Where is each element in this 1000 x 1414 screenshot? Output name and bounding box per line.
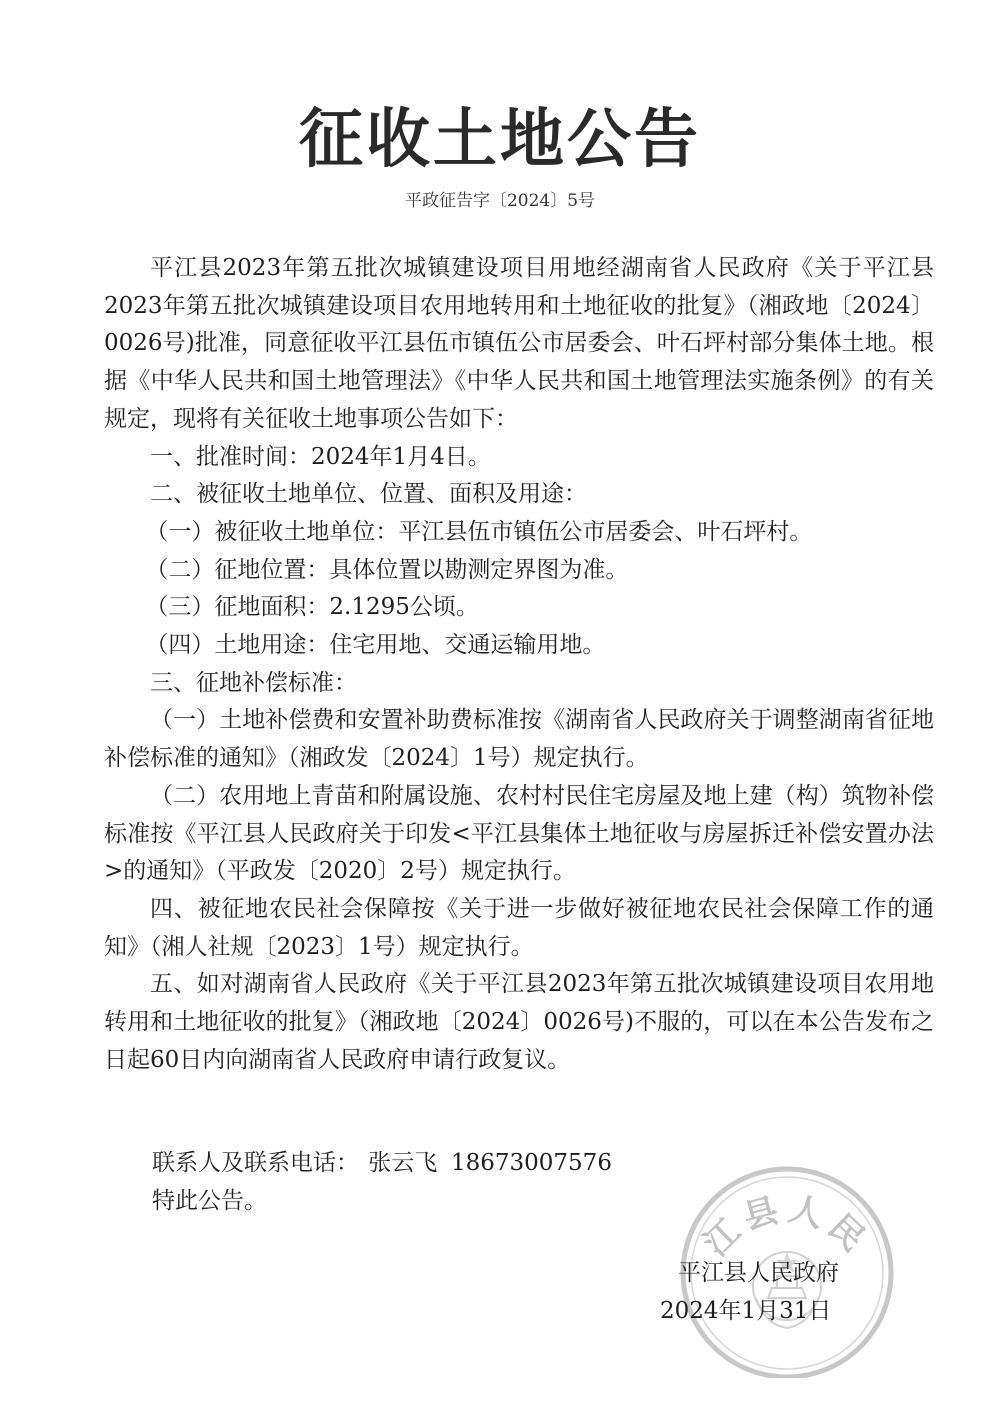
land-info-use: （四）土地用途：住宅用地、交通运输用地。	[145, 632, 606, 659]
compensation-item-1: （一）土地补偿费和安置补助费标准按《湖南省人民政府关于调整湖南省征地补偿标准的通知》（湘政发〔2024〕1号）规定执行。	[104, 707, 934, 772]
land-info-location: （二）征地位置：具体位置以勘测定界图为准。	[145, 556, 629, 583]
land-info-unit: （一）被征收土地单位：平江县伍市镇伍公市居委会、叶石坪村。	[145, 518, 813, 545]
closing-text: 特此公告。	[152, 1187, 267, 1214]
contact-name: 张云飞	[368, 1150, 438, 1176]
contact-phone: 18673007576	[450, 1150, 612, 1176]
document-title: 征收土地公告	[299, 103, 701, 177]
land-info-area: （三）征地面积：2.1295公顷。	[145, 594, 479, 621]
section-appeal: 五、如对湖南省人民政府《关于平江县2023年第五批次城镇建设项目农用地转用和土地征收的批复》（湘政地〔2024〕0026号)不服的，可以在本公告发布之日起60日内向湖南省人民政府申请行政复议。	[104, 971, 934, 1073]
contact-block	[152, 1145, 612, 1220]
section-social-security: 四、被征地农民社会保障按《关于进一步做好被征地农民社会保障工作的通知》（湘人社规〔2023〕1号）规定执行。	[104, 895, 934, 960]
issuer-name: 平江县人民政府	[678, 1260, 839, 1286]
compensation-item-2: （二）农用地上青苗和附属设施、农村村民住宅房屋及地上建（构）筑物补偿标准按《平江县人民政府关于印发<平江县集体土地征收与房屋拆迁补偿安置办法>的通知》（平政发〔2020〕2号）规定执行。	[104, 782, 934, 885]
issue-date: 2024年1月31日	[660, 1298, 832, 1324]
document-number: 平政征告字〔2024〕5号	[404, 191, 596, 211]
svg-text:江县人民: 江县人民	[696, 1188, 877, 1265]
document-body	[104, 250, 934, 1079]
section-land-info: 二、被征收土地单位、位置、面积及用途：	[150, 481, 587, 508]
contact-line	[152, 1145, 612, 1183]
signature-block	[660, 1254, 890, 1330]
section-approval-time: 一、批准时间：2024年1月4日。	[150, 443, 491, 470]
intro-paragraph: 平江县2023年第五批次城镇建设项目用地经湖南省人民政府《关于平江县2023年第五批次城镇建设项目农用地转用和土地征收的批复》（湘政地〔2024〕0026号)批准，同意征收平江县伍市镇伍公市居委会、叶石坪村部分集体土地。根据《中华人民共和国土地管理法》《中华人民共和国土地管理法实施条例》的有关规定，现将有关征收土地事项公告如下：	[104, 255, 934, 432]
contact-label: 联系人及联系电话：	[152, 1150, 359, 1176]
section-compensation: 三、征地补偿标准：	[150, 669, 357, 696]
